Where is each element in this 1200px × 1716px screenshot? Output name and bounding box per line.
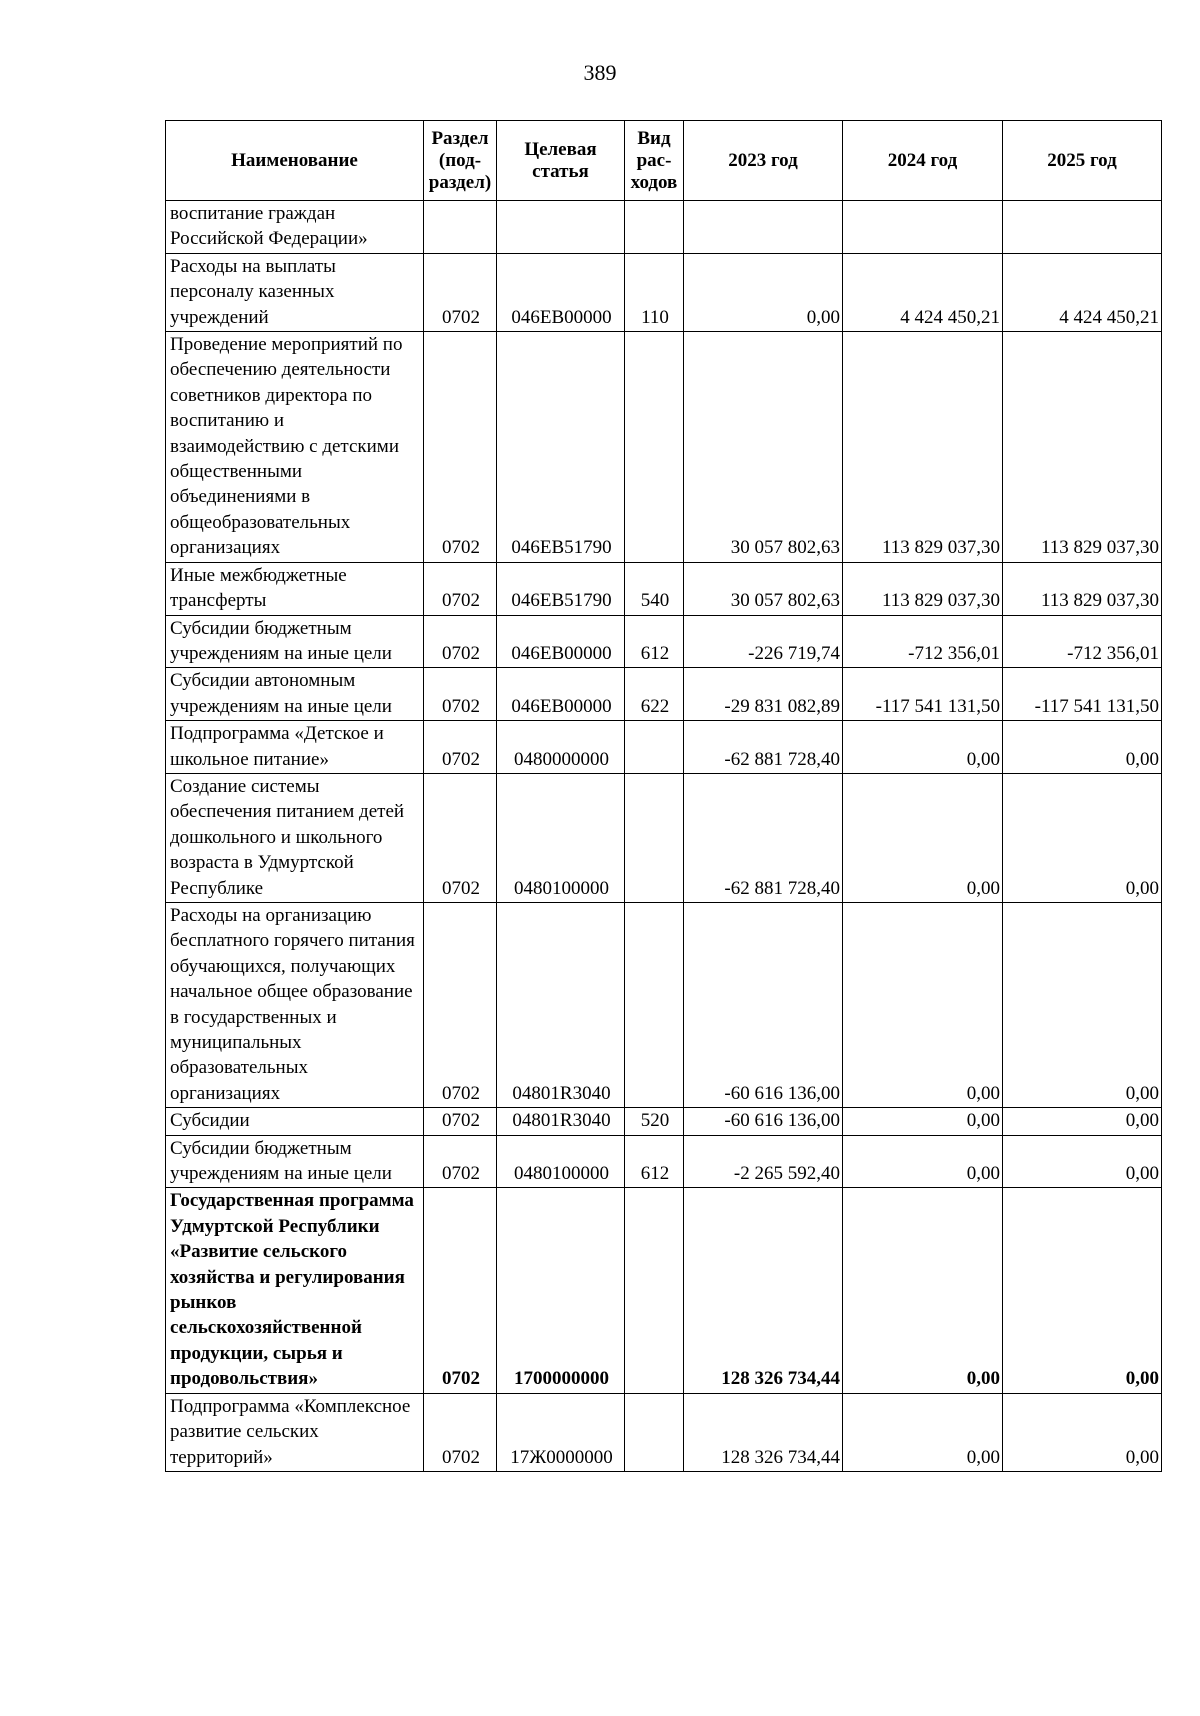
- row-target: [497, 201, 625, 254]
- row-2023: -62 881 728,40: [684, 773, 843, 902]
- header-section: Раздел (под-раздел): [424, 121, 497, 201]
- row-2023: 0,00: [684, 253, 843, 331]
- row-name: Государственная программа Удмуртской Республики «Развитие сельского хозяйства и регулирования рынков сельскохозяйственной продукции, сырья и продовольствия»: [166, 1188, 424, 1393]
- table-row: [166, 668, 1162, 721]
- row-2023: 128 326 734,44: [684, 1393, 843, 1471]
- row-section: 0702: [424, 668, 497, 721]
- row-2025: 0,00: [1003, 902, 1162, 1107]
- header-2025: 2025 год: [1003, 121, 1162, 201]
- row-target: 0480100000: [497, 1135, 625, 1188]
- row-name: Подпрограмма «Комплексное развитие сельских территорий»: [166, 1393, 424, 1471]
- row-2025: -117 541 131,50: [1003, 668, 1162, 721]
- row-target: 046EB51790: [497, 562, 625, 615]
- row-2025: 0,00: [1003, 1135, 1162, 1188]
- row-2024: 0,00: [843, 1393, 1003, 1471]
- row-type: [625, 721, 684, 774]
- row-2024: 0,00: [843, 721, 1003, 774]
- row-2024: 113 829 037,30: [843, 562, 1003, 615]
- row-type: [625, 201, 684, 254]
- row-2024: 0,00: [843, 902, 1003, 1107]
- row-target: 04801R3040: [497, 902, 625, 1107]
- row-section: 0702: [424, 902, 497, 1107]
- table-row: [166, 721, 1162, 774]
- row-2025: 113 829 037,30: [1003, 332, 1162, 563]
- row-target: 046EB00000: [497, 615, 625, 668]
- row-section: 0702: [424, 253, 497, 331]
- row-target: 046EB00000: [497, 668, 625, 721]
- row-2024: 0,00: [843, 1188, 1003, 1393]
- row-target: 04801R3040: [497, 1108, 625, 1135]
- row-2024: 0,00: [843, 1108, 1003, 1135]
- row-target: 17Ж0000000: [497, 1393, 625, 1471]
- header-2023: 2023 год: [684, 121, 843, 201]
- row-2025: 0,00: [1003, 1108, 1162, 1135]
- row-2023: -62 881 728,40: [684, 721, 843, 774]
- table-row: [166, 773, 1162, 902]
- row-2023: -60 616 136,00: [684, 902, 843, 1107]
- row-2023: -226 719,74: [684, 615, 843, 668]
- row-section: 0702: [424, 1393, 497, 1471]
- row-2025: 0,00: [1003, 721, 1162, 774]
- header-type: Вид рас-ходов: [625, 121, 684, 201]
- row-name: Субсидии автономным учреждениям на иные цели: [166, 668, 424, 721]
- header-target: Целевая статья: [497, 121, 625, 201]
- row-name: Расходы на выплаты персоналу казенных учреждений: [166, 253, 424, 331]
- row-type: 540: [625, 562, 684, 615]
- row-2023: 128 326 734,44: [684, 1188, 843, 1393]
- table-row: [166, 615, 1162, 668]
- header-row: [166, 121, 1162, 201]
- row-target: 1700000000: [497, 1188, 625, 1393]
- table-row: [166, 562, 1162, 615]
- row-2024: -712 356,01: [843, 615, 1003, 668]
- row-name: Подпрограмма «Детское и школьное питание»: [166, 721, 424, 774]
- row-section: 0702: [424, 332, 497, 563]
- row-2025: 0,00: [1003, 1188, 1162, 1393]
- row-2025: 113 829 037,30: [1003, 562, 1162, 615]
- budget-table: [165, 120, 1162, 1472]
- row-2023: -60 616 136,00: [684, 1108, 843, 1135]
- table-row: [166, 253, 1162, 331]
- row-type: 110: [625, 253, 684, 331]
- row-type: 612: [625, 1135, 684, 1188]
- row-2023: -2 265 592,40: [684, 1135, 843, 1188]
- row-2023: 30 057 802,63: [684, 562, 843, 615]
- table-row: [166, 201, 1162, 254]
- row-2023: -29 831 082,89: [684, 668, 843, 721]
- row-section: 0702: [424, 721, 497, 774]
- row-section: 0702: [424, 1188, 497, 1393]
- row-section: 0702: [424, 562, 497, 615]
- row-type: [625, 902, 684, 1107]
- row-type: 520: [625, 1108, 684, 1135]
- row-name: Субсидии бюджетным учреждениям на иные цели: [166, 1135, 424, 1188]
- row-name: Субсидии: [166, 1108, 424, 1135]
- header-name: Наименование: [166, 121, 424, 201]
- row-2023: 30 057 802,63: [684, 332, 843, 563]
- row-type: [625, 1188, 684, 1393]
- table-row: [166, 902, 1162, 1107]
- row-type: [625, 1393, 684, 1471]
- row-2024: 4 424 450,21: [843, 253, 1003, 331]
- row-2024: -117 541 131,50: [843, 668, 1003, 721]
- table-row: [166, 332, 1162, 563]
- row-2024: 0,00: [843, 1135, 1003, 1188]
- row-2023: [684, 201, 843, 254]
- row-2024: 113 829 037,30: [843, 332, 1003, 563]
- page-number: 389: [583, 60, 617, 85]
- row-type: [625, 332, 684, 563]
- row-name: Расходы на организацию бесплатного горячего питания обучающихся, получающих начальное общее образование в государственных и муниципальных образовательных организациях: [166, 902, 424, 1107]
- row-type: 612: [625, 615, 684, 668]
- row-2025: 0,00: [1003, 1393, 1162, 1471]
- row-section: [424, 201, 497, 254]
- row-2025: 0,00: [1003, 773, 1162, 902]
- row-type: 622: [625, 668, 684, 721]
- row-2025: 4 424 450,21: [1003, 253, 1162, 331]
- row-section: 0702: [424, 773, 497, 902]
- row-2024: [843, 201, 1003, 254]
- row-2025: -712 356,01: [1003, 615, 1162, 668]
- row-2025: [1003, 201, 1162, 254]
- row-name: Создание системы обеспечения питанием детей дошкольного и школьного возраста в Удмуртской Республике: [166, 773, 424, 902]
- row-section: 0702: [424, 615, 497, 668]
- row-name: Проведение мероприятий по обеспечению деятельности советников директора по воспитанию и взаимодействию с детскими общественными объединениями в общеобразовательных организациях: [166, 332, 424, 563]
- row-type: [625, 773, 684, 902]
- row-target: 046EB51790: [497, 332, 625, 563]
- row-section: 0702: [424, 1108, 497, 1135]
- row-2024: 0,00: [843, 773, 1003, 902]
- table-row: [166, 1108, 1162, 1135]
- row-target: 046EB00000: [497, 253, 625, 331]
- table-row: [166, 1135, 1162, 1188]
- row-target: 0480000000: [497, 721, 625, 774]
- row-target: 0480100000: [497, 773, 625, 902]
- table-row: [166, 1188, 1162, 1393]
- row-name: Иные межбюджетные трансферты: [166, 562, 424, 615]
- header-2024: 2024 год: [843, 121, 1003, 201]
- table-row: [166, 1393, 1162, 1471]
- row-name: Субсидии бюджетным учреждениям на иные цели: [166, 615, 424, 668]
- row-name: воспитание граждан Российской Федерации»: [166, 201, 424, 254]
- row-section: 0702: [424, 1135, 497, 1188]
